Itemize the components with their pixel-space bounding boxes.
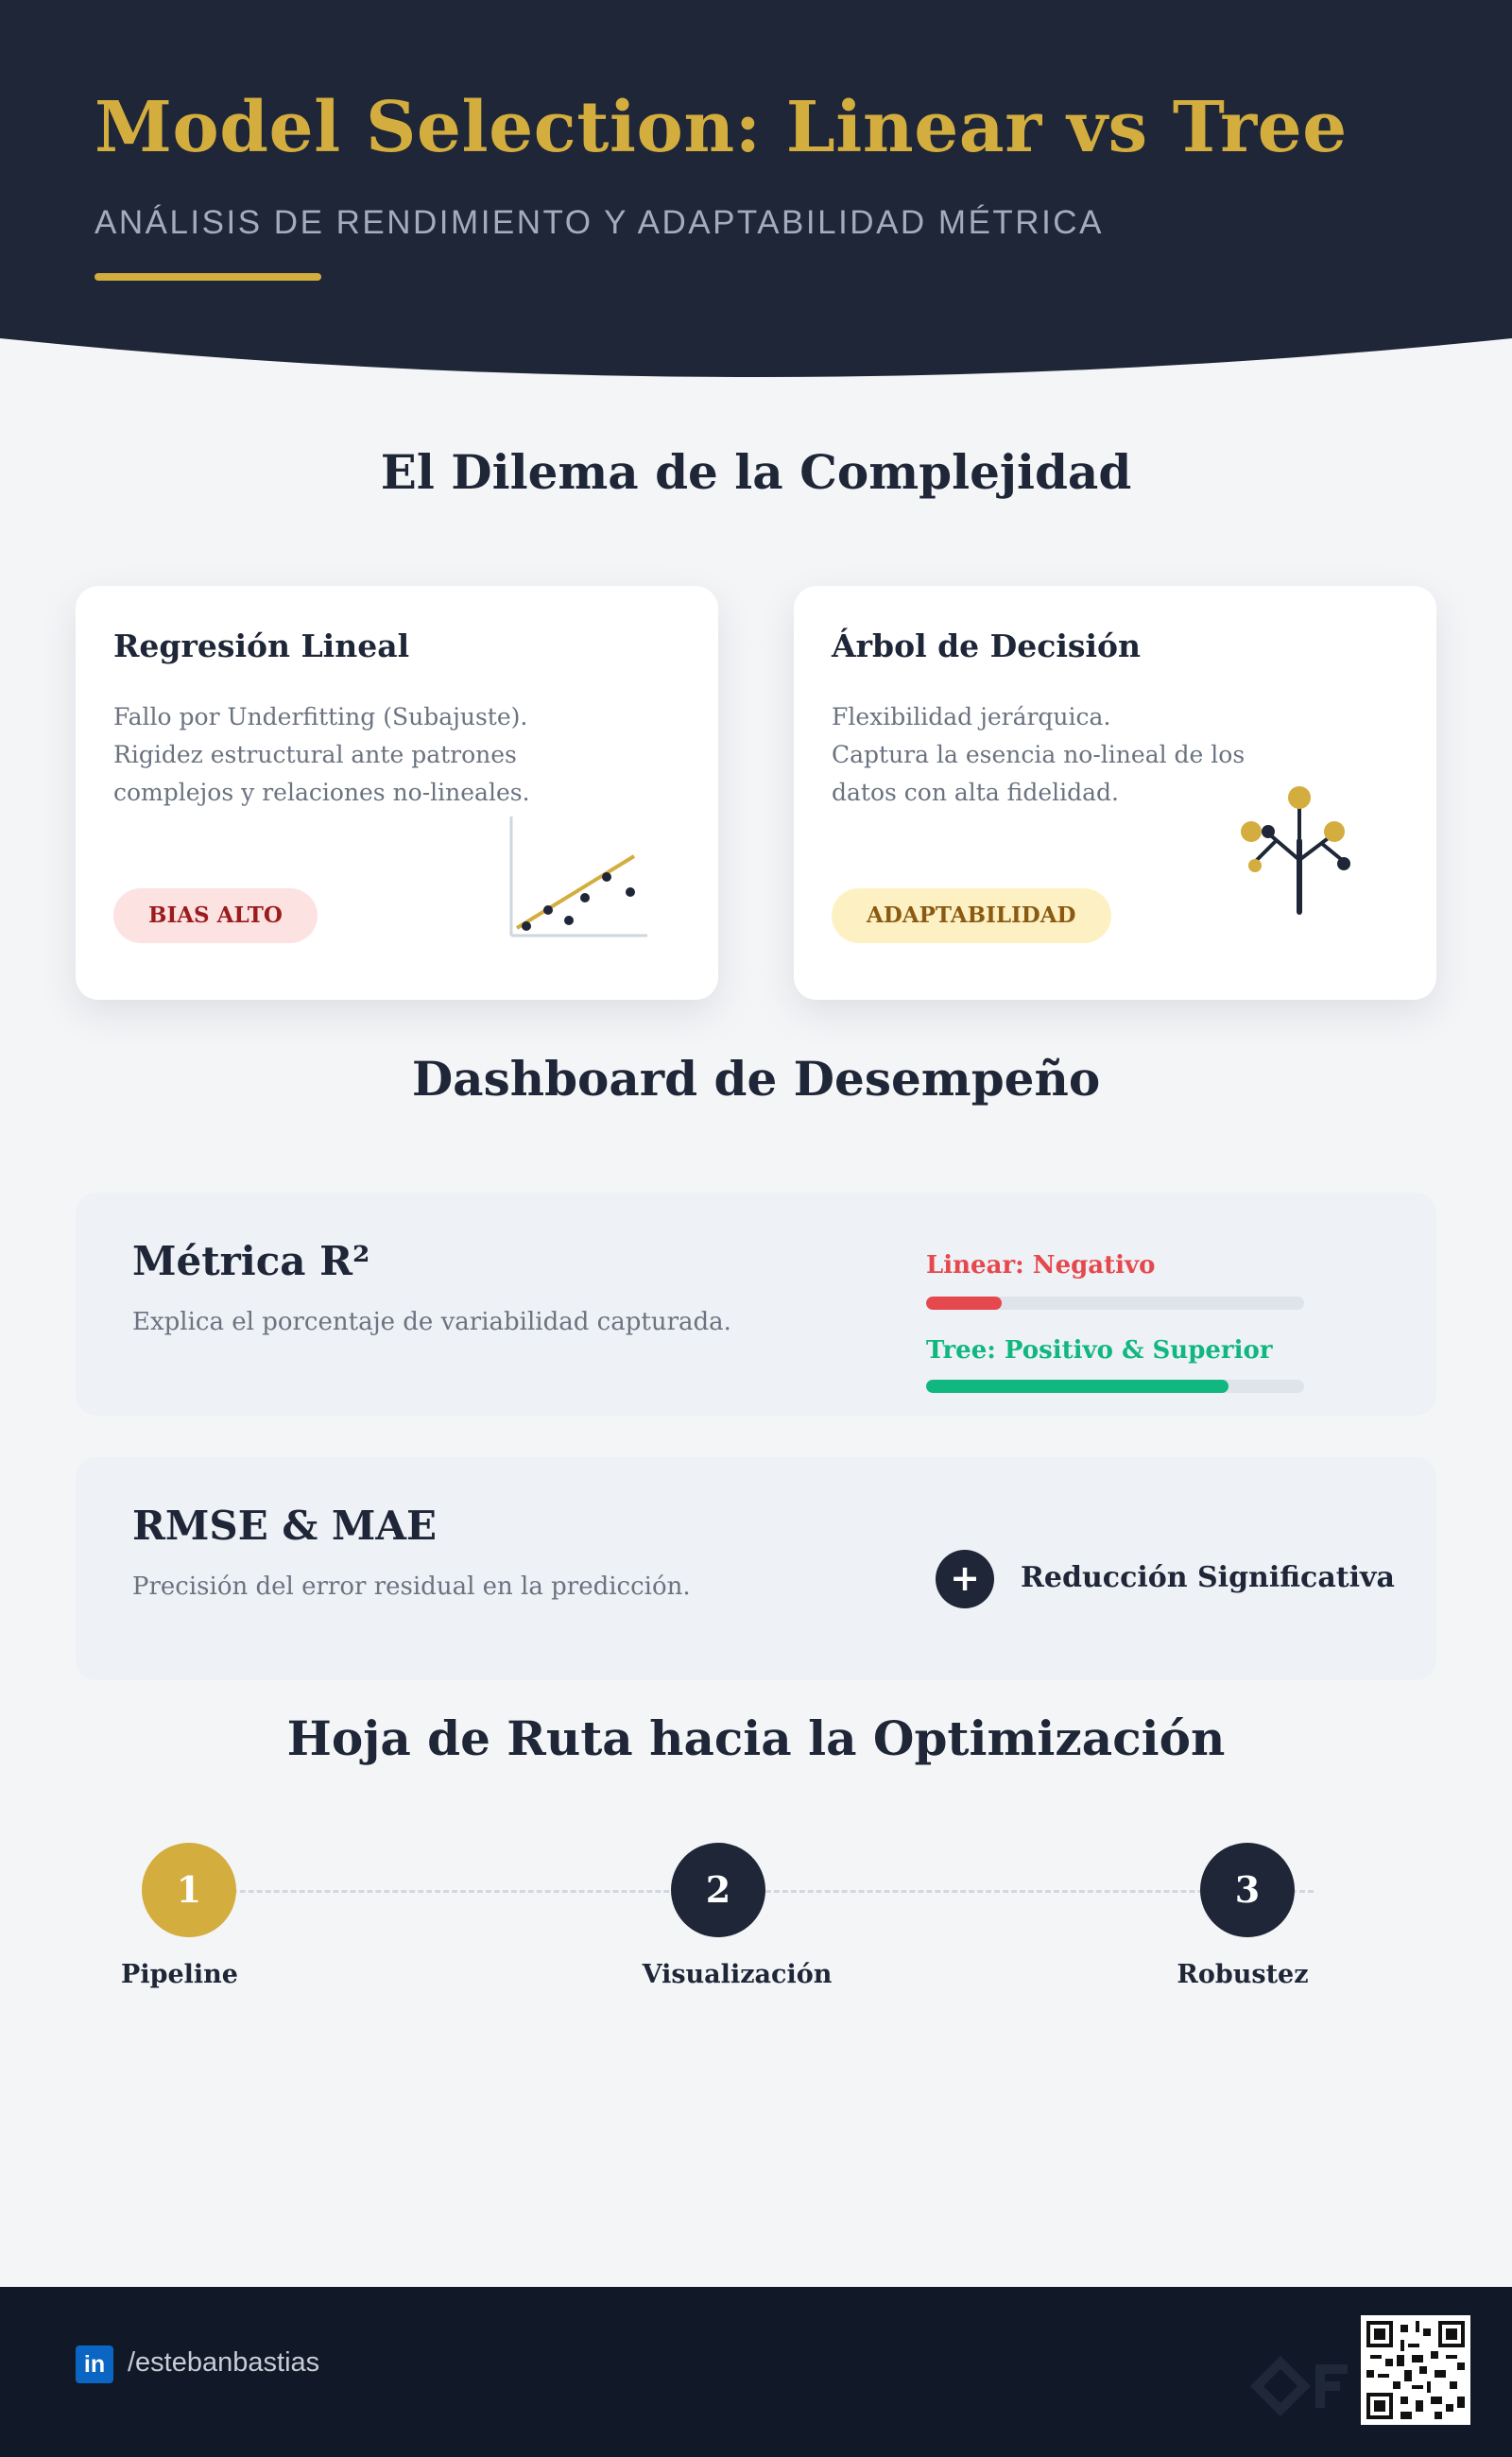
qr-code-pattern: [1366, 2321, 1465, 2419]
roadmap-step-2: 2: [671, 1843, 765, 1937]
metric-description: Precisión del error residual en la predicción.: [132, 1572, 691, 1601]
card-text-line: datos con alta fidelidad.: [832, 779, 1120, 806]
watermark-logo-icon: [1238, 2344, 1361, 2429]
section-title-complexity: El Dilema de la Complejidad: [380, 444, 1132, 500]
roadmap-step-label: Pipeline: [121, 1960, 238, 1989]
adaptability-badge: ADAPTABILIDAD: [832, 888, 1111, 943]
hero-header: [0, 0, 1512, 378]
card-title: Árbol de Decisión: [832, 627, 1142, 664]
linear-bar-label: Linear: Negativo: [926, 1251, 1156, 1280]
card-title: Regresión Lineal: [113, 627, 410, 664]
tree-bar-label: Tree: Positivo & Superior: [926, 1336, 1273, 1365]
card-linear-regression: [76, 586, 718, 1000]
decision-tree-icon: [1238, 784, 1361, 917]
linear-regression-chart-icon: [506, 813, 657, 945]
section-title-roadmap: Hoja de Ruta hacia la Optimización: [286, 1710, 1226, 1766]
card-text-line: Flexibilidad jerárquica.: [832, 703, 1111, 730]
page-subtitle: ANÁLISIS DE RENDIMIENTO Y ADAPTABILIDAD MÉTRICA: [94, 204, 1104, 241]
title-underline: [94, 273, 321, 281]
linear-bar-track: [926, 1297, 1304, 1310]
roadmap-step-label: Robustez: [1177, 1960, 1309, 1989]
bias-badge: BIAS ALTO: [113, 888, 318, 943]
qr-code-icon[interactable]: [1361, 2315, 1470, 2425]
tree-bar-track: [926, 1380, 1304, 1393]
linear-bar-fill: [926, 1297, 1002, 1310]
metric-title: RMSE & MAE: [132, 1503, 437, 1549]
card-text-line: complejos y relaciones no-lineales.: [113, 779, 530, 806]
metric-description: Explica el porcentaje de variabilidad capturada.: [132, 1308, 731, 1336]
panel-rmse-mae: [76, 1457, 1436, 1680]
roadmap-step-3: 3: [1200, 1843, 1295, 1937]
card-decision-tree: [794, 586, 1436, 1000]
card-text-line: Fallo por Underfitting (Subajuste).: [113, 703, 528, 730]
panel-r2-metric: [76, 1193, 1436, 1416]
header-background: [0, 0, 1512, 378]
page-title: Model Selection: Linear vs Tree: [94, 87, 1348, 168]
reduction-note: Reducción Significativa: [1021, 1561, 1395, 1594]
section-title-dashboard: Dashboard de Desempeño: [411, 1051, 1101, 1107]
roadmap-step-label: Visualización: [642, 1960, 833, 1989]
card-text-line: Captura la esencia no-lineal de los: [832, 741, 1246, 768]
tree-bar-fill: [926, 1380, 1228, 1393]
metric-title: Métrica R²: [132, 1238, 370, 1284]
roadmap-step-1: 1: [142, 1843, 236, 1937]
card-text-line: Rigidez estructural ante patrones: [113, 741, 517, 768]
footer: [0, 2287, 1512, 2457]
plus-icon: +: [936, 1550, 994, 1608]
linkedin-icon[interactable]: in: [76, 2345, 113, 2383]
linkedin-handle[interactable]: /estebanbastias: [128, 2347, 320, 2378]
